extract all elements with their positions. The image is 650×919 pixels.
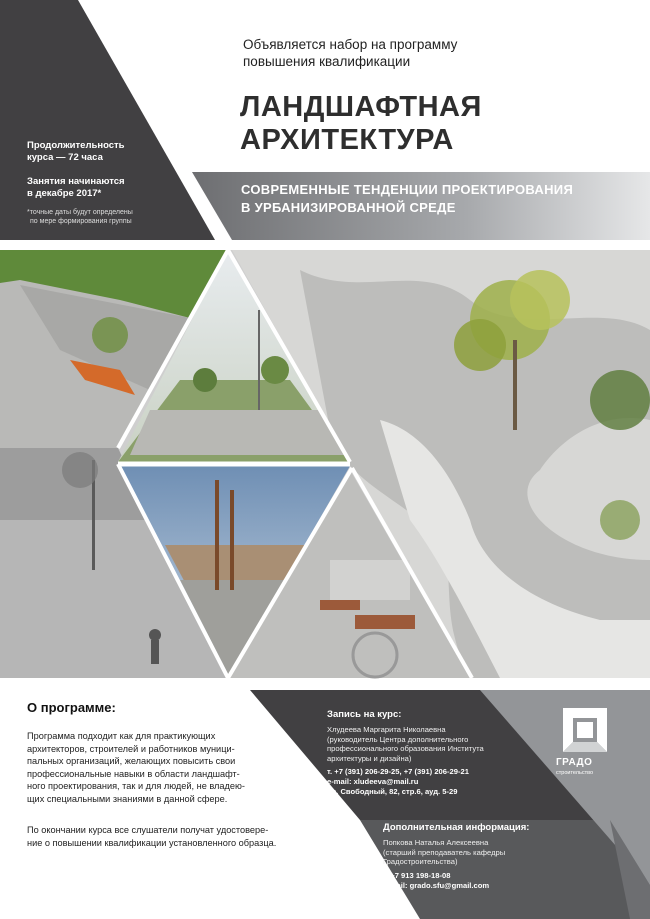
enrollment-heading: Запись на курс: xyxy=(327,709,402,720)
page-title xyxy=(240,91,482,157)
enrollment-details xyxy=(327,767,502,797)
about-heading: О программе: xyxy=(27,700,116,715)
completion-line: По окончании курса все слушатели получат удостовере- xyxy=(27,825,269,835)
duration-line: Продолжительность xyxy=(27,140,125,151)
completion-line: ние о повышении квалификации установленного образца. xyxy=(27,837,277,848)
announcement-line: Объявляется набор на программу xyxy=(243,37,458,52)
about-line: ного проектирования, так и для людей, не владею- xyxy=(27,781,245,791)
start-line: Занятия начинаются xyxy=(27,176,125,187)
contact-name: Попкова Наталья Алексеевна xyxy=(383,838,489,847)
additional-phone: т. +7 913 198-18-08 xyxy=(383,871,451,880)
about-line: пальных организаций, желающих повысить свои xyxy=(27,756,236,766)
logo-subtitle: строительство xyxy=(556,770,594,776)
additional-details xyxy=(383,871,543,891)
course-start xyxy=(27,176,125,200)
dates-footnote xyxy=(27,208,133,226)
additional-email-link[interactable]: e-mail: grado.sfu@gmail.com xyxy=(383,881,490,890)
contact-role: (руководитель Центра дополнительного xyxy=(327,734,469,744)
subtitle-line: СОВРЕМЕННЫЕ ТЕНДЕНЦИИ ПРОЕКТИРОВАНИЯ xyxy=(241,182,574,197)
contact-role: Градостроительства) xyxy=(383,857,458,866)
duration-line: курса — 72 часа xyxy=(27,152,103,163)
logo-name: ГРАДО xyxy=(556,757,593,768)
contact-name: Хлудеева Маргарита Николаевна xyxy=(327,725,446,734)
note-line: *точные даты будут определены xyxy=(27,209,133,216)
about-description xyxy=(27,730,302,805)
contact-role: архитектуры и дизайна) xyxy=(327,753,412,763)
title-line: АРХИТЕКТУРА xyxy=(240,124,454,156)
contact-role: профессионального образования Института xyxy=(327,744,484,753)
enrollment-contact xyxy=(327,725,502,763)
enrollment-address: пр. Свободный, 82, стр.6, ауд. 5-29 xyxy=(327,787,458,796)
about-line: профессиональные навыки в области ландшафт- xyxy=(27,768,240,779)
page-subtitle xyxy=(241,181,573,217)
enrollment-phone: т. +7 (391) 206-29-25, +7 (391) 206-29-21 xyxy=(327,767,469,776)
course-duration xyxy=(27,140,125,164)
additional-heading: Дополнительная информация: xyxy=(383,822,530,833)
contact-role: (старший преподаватель кафедры xyxy=(383,847,506,857)
about-line: Программа подходит как для практикующих xyxy=(27,731,216,741)
grado-logo-icon xyxy=(563,708,607,754)
additional-contact xyxy=(383,838,533,867)
enrollment-email-link[interactable]: e-mail: xludeeva@mail.ru xyxy=(327,777,419,786)
title-line: ЛАНДШАФТНАЯ xyxy=(240,91,482,123)
about-line: архитекторов, строителей и работников муници- xyxy=(27,743,235,754)
start-line: в декабре 2017* xyxy=(27,188,102,199)
note-line: по мере формирования группы xyxy=(30,218,132,225)
about-line: щих специальными знаниями в данной сфере. xyxy=(27,793,228,804)
completion-text xyxy=(27,824,327,849)
subtitle-line: В УРБАНИЗИРОВАННОЙ СРЕДЕ xyxy=(241,200,456,215)
announcement xyxy=(243,36,457,70)
announcement-line: повышения квалификации xyxy=(243,54,411,69)
